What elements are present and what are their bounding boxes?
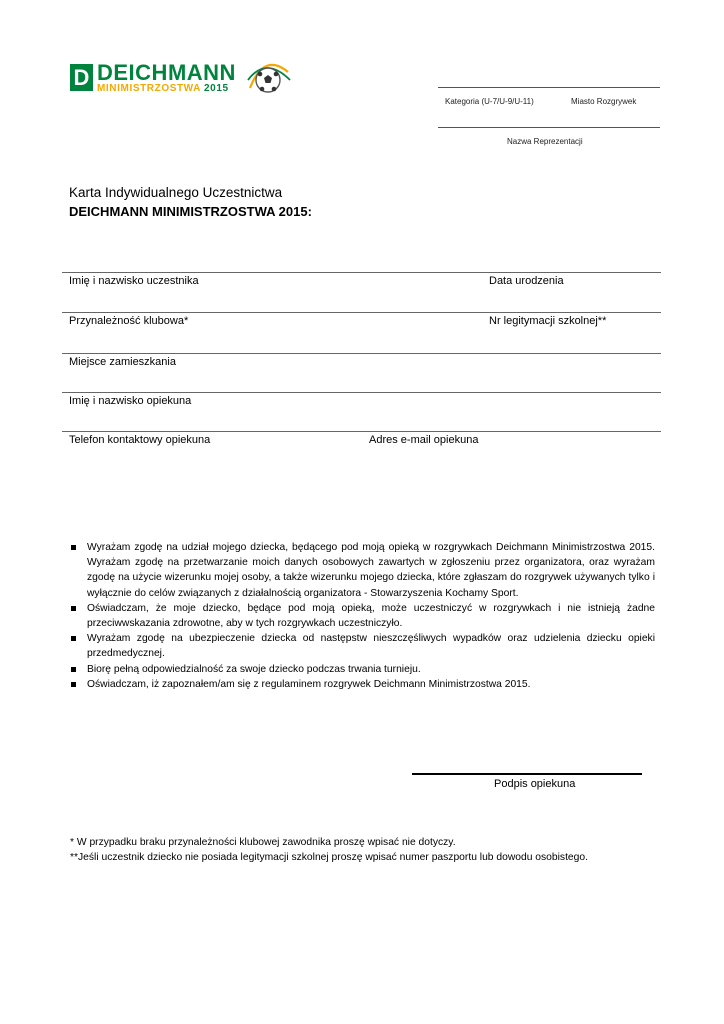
birth-date-label: Data urodzenia <box>489 275 564 287</box>
club-affiliation-label: Przynależność klubowa* <box>69 315 189 327</box>
declaration-item: Oświadczam, iż zapoznałem/am się z regulaminem rozgrywek Deichmann Minimistrzostwa 2015. <box>70 677 655 692</box>
row-divider <box>62 431 661 432</box>
guardian-phone-label: Telefon kontaktowy opiekuna <box>69 434 211 446</box>
signature-line <box>412 773 642 775</box>
reprezentacja-field-line <box>438 127 660 128</box>
deichmann-logo <box>70 58 292 98</box>
guardian-name-label: Imię i nazwisko opiekuna <box>69 395 192 407</box>
guardian-email-label: Adres e-mail opiekuna <box>369 434 479 446</box>
footnote-club: * W przypadku braku przynależności klubowej zawodnika proszę wpisać nie dotyczy. <box>70 837 456 848</box>
declaration-item: Oświadczam, że moje dziecko, będące pod moją opieką, może uczestniczyć w rozgrywkach i nie istnieją żadne przeciwwskazania zdrowotne, aby w tych rozgrywkach uczestniczyło. <box>70 601 655 631</box>
declaration-item: Biorę pełną odpowiedzialność za swoje dziecko podczas trwania turnieju. <box>70 662 655 677</box>
row-divider <box>62 353 661 354</box>
declaration-item: Wyrażam zgodę na ubezpieczenie dziecka od następstw nieszczęśliwych wypadków oraz udzielenia dziecku opieki przedmedycznej. <box>70 631 655 661</box>
school-id-label: Nr legitymacji szkolnej** <box>489 315 607 327</box>
kategoria-field-line <box>438 87 660 88</box>
residence-label: Miejsce zamieszkania <box>69 356 176 368</box>
logo-letter-block: D <box>70 64 93 91</box>
miasto-label: Miasto Rozgrywek <box>571 97 637 106</box>
logo-year: 2015 <box>204 83 229 94</box>
football-icon <box>244 58 292 98</box>
row-divider <box>62 272 661 273</box>
reprezentacja-label: Nazwa Reprezentacji <box>507 137 583 146</box>
logo-subtitle <box>97 83 229 95</box>
declaration-item: Wyrażam zgodę na udział mojego dziecka, będącego pod moją opieką w rozgrywkach Deichmann Minimistrzostwa 2015. Wyrażam zgodę na przetwarzanie moich danych osobowych zawartych w zgłoszeniu przez organizatora, oraz wyrażam zgodę na użycie wizerunku mojej osoby, a także wizerunku mojego dziecka, które zgłaszam do rozgrywek używanych tylko i wyłącznie do celów związanych z działalnością organizatora - Stowarzyszenia Kochamy Sport. <box>70 540 655 601</box>
participant-name-label: Imię i nazwisko uczestnika <box>69 275 199 287</box>
signature-label: Podpis opiekuna <box>494 778 576 790</box>
logo-wordmark: DEICHMANN <box>97 60 236 85</box>
form-title: Karta Indywidualnego Uczestnictwa <box>69 185 283 200</box>
row-divider <box>62 392 661 393</box>
kategoria-label: Kategoria (U-7/U-9/U-11) <box>445 97 534 106</box>
row-divider <box>62 312 661 313</box>
declarations-list <box>70 540 655 692</box>
logo-subtitle-text: MINIMISTRZOSTWA <box>97 83 201 94</box>
form-subtitle: DEICHMANN MINIMISTRZOSTWA 2015: <box>69 204 312 219</box>
footnote-school-id: **Jeśli uczestnik dziecko nie posiada legitymacji szkolnej proszę wpisać numer paszportu lub dowodu osobistego. <box>70 852 588 863</box>
